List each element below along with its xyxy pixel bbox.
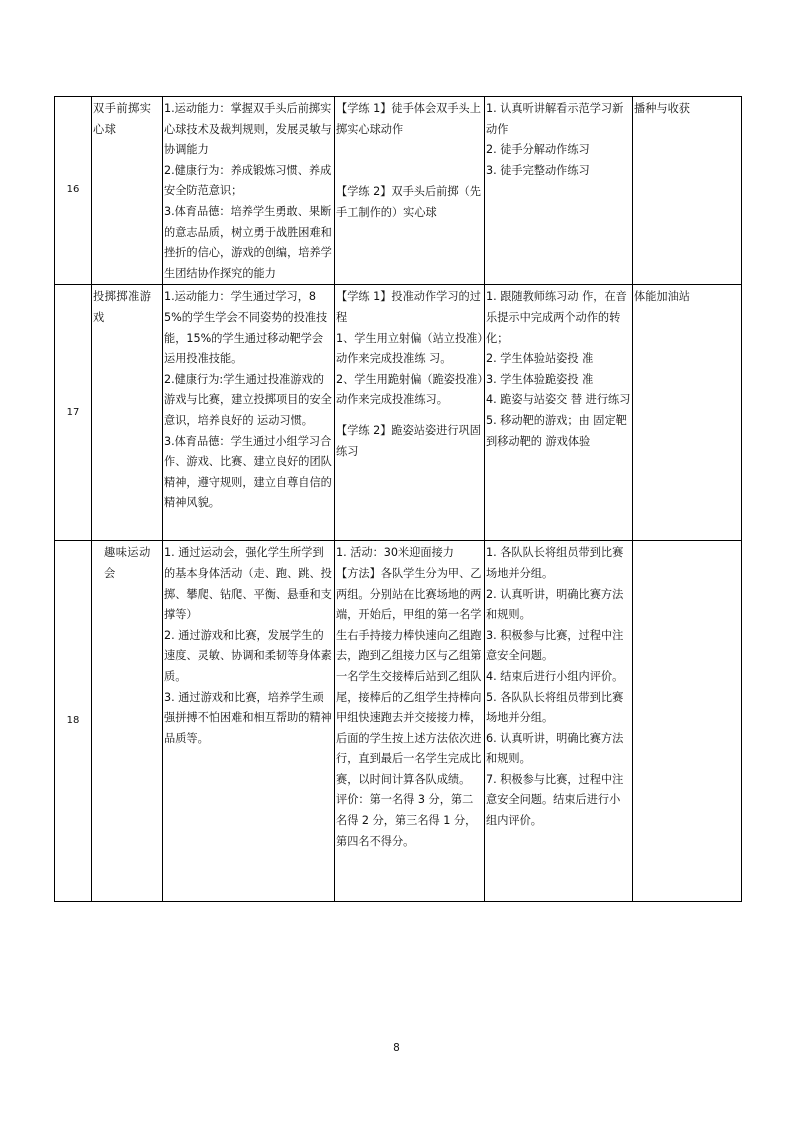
activities-cell [335, 285, 485, 541]
lesson-title: 双手前掷实心球 [92, 97, 163, 285]
activities-cell [335, 541, 485, 902]
activity-item: 2、学生用跪射偏（跪姿投准）动作来完成投准练习。 [336, 372, 483, 407]
objective-item: 3.体育品德：学生通过小组学习合作、游戏、比赛、建立良好的团队精神，遵守规则，建立自尊自信的精神风貌。 [164, 434, 332, 510]
page-number: 8 [393, 1042, 400, 1054]
objectives-cell [163, 97, 335, 285]
table-row [55, 541, 742, 902]
step-item: 1. 各队队长将组员带到比赛场地并分组。 [486, 546, 624, 580]
step-item: 3. 学生体验跪姿投 准 [486, 372, 594, 386]
extension-cell: 体能加油站 [633, 285, 742, 541]
objective-item: 1. 通过运动会，强化学生所学到的基本身体活动（走、跑、跳、投掷、攀爬、钻爬、平衡、悬垂和支撑等） [164, 546, 332, 622]
activity-item: 【学练 1】徒手体会双手头上掷实心球动作 [336, 102, 481, 136]
step-item: 5. 移动靶的游戏；由 固定靶到移动靶的 游戏体验 [486, 413, 627, 448]
objective-item: 1.运动能力：掌握双手头后前掷实心球技术及裁判规则，发展灵敏与协调能力 [164, 102, 332, 157]
step-item: 7. 积极参与比赛，过程中注意安全问题。结束后进行小组内评价。 [486, 772, 624, 828]
step-item: 1. 跟随教师练习动 作，在音乐提示中完成两个动作的转化； [486, 290, 627, 345]
lesson-number: 16 [55, 97, 92, 285]
step-item: 3. 积极参与比赛，过程中注意安全问题。 [486, 628, 624, 663]
objective-item: 2.健康行为:学生通过投准游戏的游戏与比赛，建立投掷项目的安全意识，培养良好的 运动习惯。 [164, 372, 332, 427]
step-item: 5. 各队队长将组员带到比赛场地并分组。 [486, 690, 624, 725]
lesson-number: 18 [55, 541, 92, 902]
activity-item: 【学练 1】投准动作学习的过程 [336, 290, 481, 324]
extension-cell: 播种与收获 [633, 97, 742, 285]
objective-item: 3.体育品德：培养学生勇敢、果断的意志品质，树立勇于战胜困难和挫折的信心，游戏的创编，培养学生团结协作探究的能力 [164, 204, 332, 280]
activity-item: 【学练 2】跪姿站姿进行巩固练习 [336, 423, 481, 458]
step-item: 4. 结束后进行小组内评价。 [486, 669, 624, 683]
step-item: 2. 认真听讲，明确比赛方法和规则。 [486, 587, 624, 622]
step-item: 2. 徒手分解动作练习 [486, 143, 590, 157]
activity-item: 【学练 2】双手头后前掷（先手工制作的）实心球 [336, 185, 481, 219]
steps-cell [485, 97, 633, 285]
step-item: 6. 认真听讲，明确比赛方法和规则。 [486, 731, 624, 766]
step-item: 3. 徒手完整动作练习 [486, 163, 590, 177]
activity-item: 【方法】各队学生分为甲、乙两组。分别站在比赛场地的两端，开始后，甲组的第一名学生右手持接力棒快速向乙组跑去，跑到乙组接力区与乙组第一名学生交接棒后站到乙组队尾，接棒后的乙组学生持棒向甲组快速跑去并交接接力棒，后面的学生按上述方法依次进行，直到最后一名学生完成比赛，以时间计算各队成绩。 [336, 566, 482, 786]
table-row [55, 285, 742, 541]
activities-cell [335, 97, 485, 285]
objective-item: 2.健康行为：养成锻炼习惯、养成安全防范意识； [164, 163, 332, 198]
extension-cell [633, 541, 742, 902]
objectives-cell [163, 285, 335, 541]
table-row [55, 97, 742, 285]
lesson-number: 17 [55, 285, 92, 541]
step-item: 1. 认真听讲解看示范学习新动作 [486, 102, 624, 136]
lesson-plan-table [54, 96, 742, 902]
steps-cell [485, 541, 633, 902]
objectives-cell [163, 541, 335, 902]
lesson-title: 投掷掷准游戏 [92, 285, 163, 541]
objective-item: 1.运动能力：学生通过学习，85%的学生学会不同姿势的投准技能，15%的学生通过移动靶学会运用投准技能。 [164, 290, 328, 366]
activity-item: 评价：第一名得 3 分，第二名得 2 分，第三名得 1 分，第四名不得分。 [336, 793, 477, 848]
step-item: 2. 学生体验站姿投 准 [486, 352, 594, 366]
objective-item: 2. 通过游戏和比赛，发展学生的速度、灵敏、协调和柔韧等身体素质。 [164, 628, 332, 683]
steps-cell [485, 285, 633, 541]
activity-item: 1. 活动：30米迎面接力 [336, 546, 454, 560]
objective-item: 3. 通过游戏和比赛，培养学生顽强拼搏不怕困难和相互帮助的精神品质等。 [164, 690, 332, 745]
step-item: 4. 跪姿与站姿交 替 进行练习 [486, 393, 631, 407]
activity-item: 1、学生用立射偏（站立投准）动作来完成投准练 习。 [336, 331, 483, 366]
lesson-title: 趣味运动会 [92, 541, 163, 902]
